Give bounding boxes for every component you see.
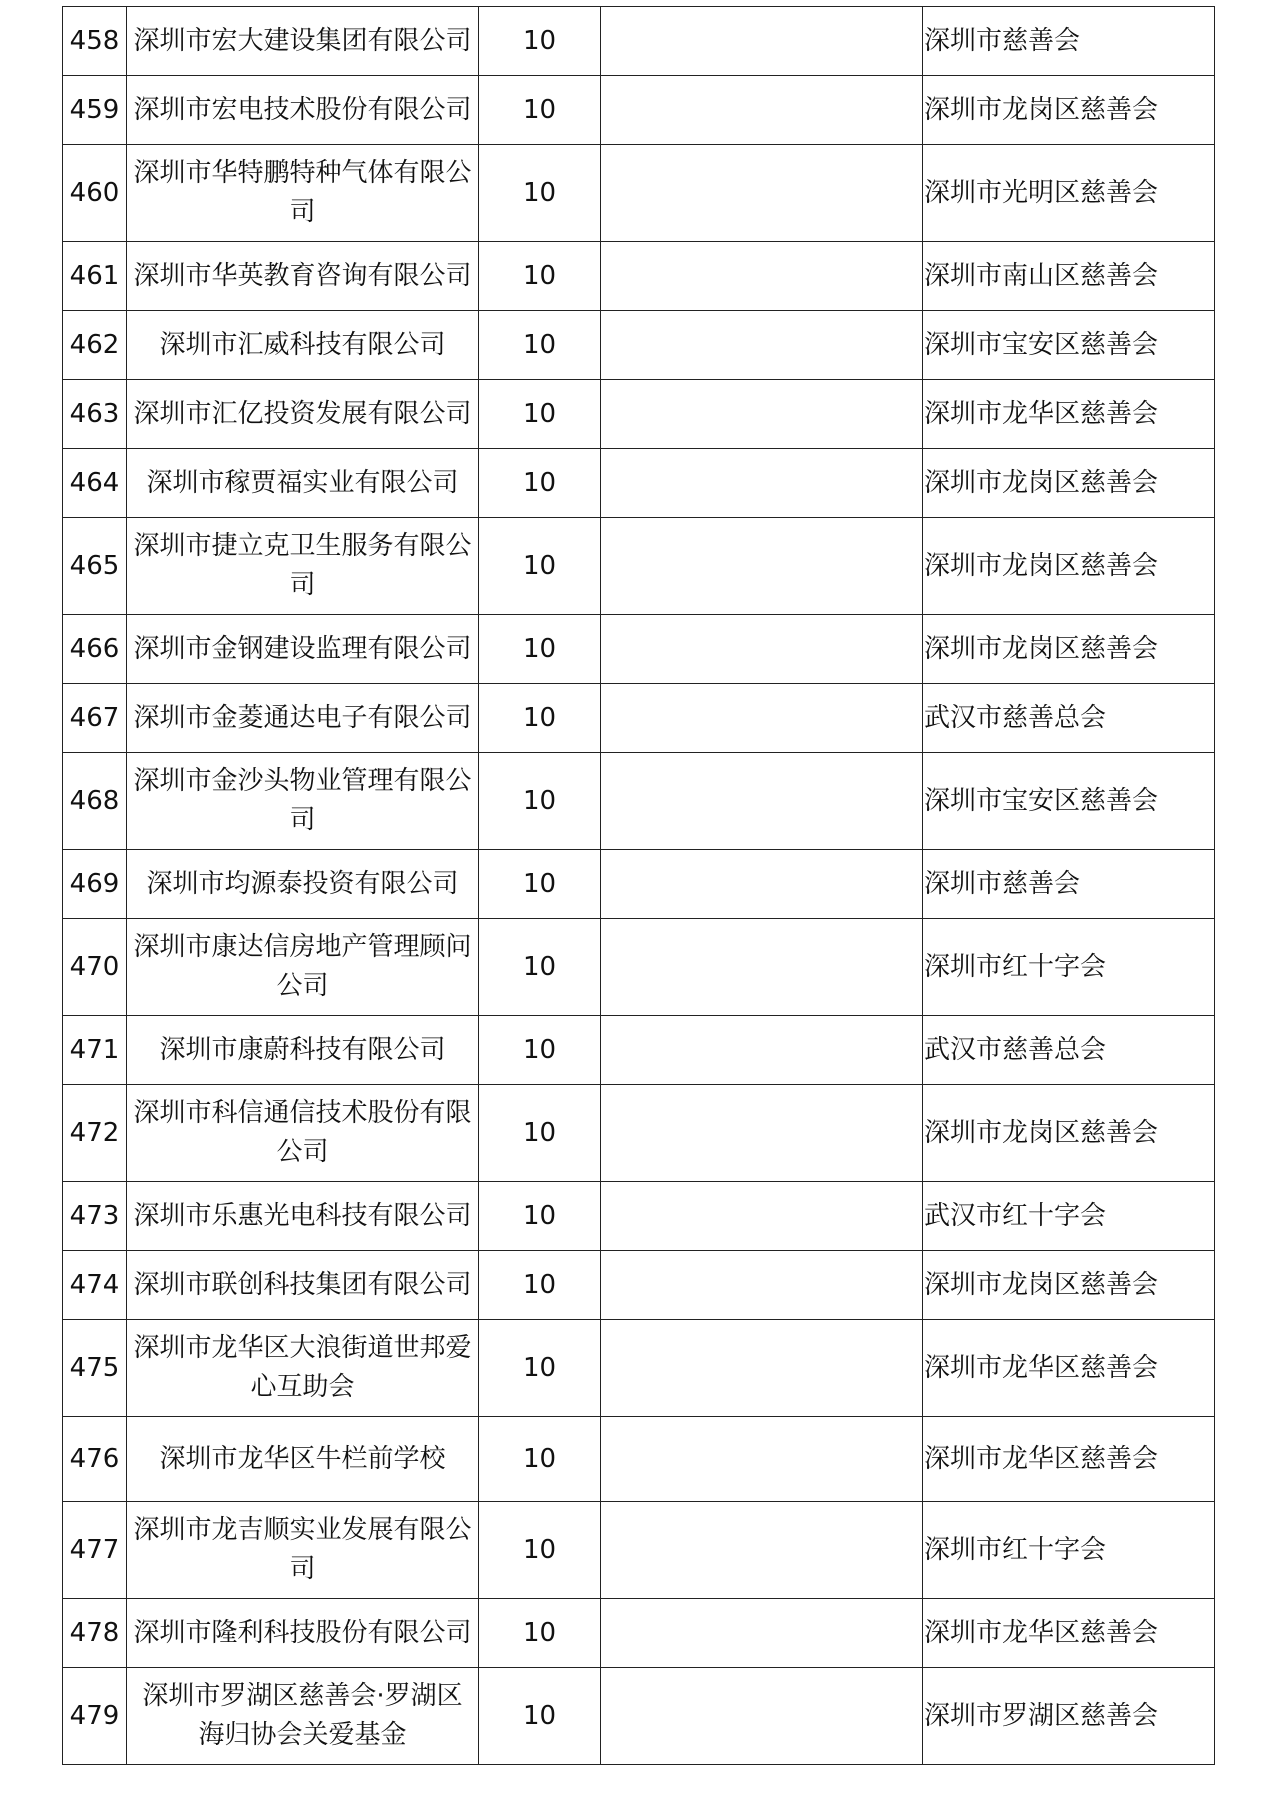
donor-name: 深圳市龙华区牛栏前学校 [127,1417,479,1502]
table-row [63,753,1215,850]
recipient-org: 深圳市宝安区慈善会 [923,753,1215,850]
table-row [63,242,1215,311]
donation-amount: 10 [479,684,601,753]
donation-amount: 10 [479,615,601,684]
row-number: 468 [63,753,127,850]
recipient-org: 深圳市龙岗区慈善会 [923,76,1215,145]
table-body [63,7,1215,1765]
note-cell [601,7,923,76]
donor-name: 深圳市宏电技术股份有限公司 [127,76,479,145]
donation-amount: 10 [479,518,601,615]
note-cell [601,145,923,242]
recipient-org: 深圳市慈善会 [923,7,1215,76]
row-number: 476 [63,1417,127,1502]
donor-name: 深圳市宏大建设集团有限公司 [127,7,479,76]
donor-name: 深圳市龙吉顺实业发展有限公司 [127,1502,479,1599]
recipient-org: 武汉市慈善总会 [923,684,1215,753]
row-number: 469 [63,850,127,919]
donor-name: 深圳市乐惠光电科技有限公司 [127,1182,479,1251]
recipient-org: 深圳市罗湖区慈善会 [923,1668,1215,1765]
row-number: 462 [63,311,127,380]
table-row [63,449,1215,518]
recipient-org: 深圳市红十字会 [923,919,1215,1016]
donor-name: 深圳市科信通信技术股份有限公司 [127,1085,479,1182]
table-row [63,850,1215,919]
row-number: 463 [63,380,127,449]
row-number: 467 [63,684,127,753]
recipient-org: 深圳市红十字会 [923,1502,1215,1599]
table-row [63,380,1215,449]
donor-name: 深圳市联创科技集团有限公司 [127,1251,479,1320]
donor-name: 深圳市华英教育咨询有限公司 [127,242,479,311]
table-row [63,1182,1215,1251]
table-row [63,615,1215,684]
donation-amount: 10 [479,1016,601,1085]
donation-amount: 10 [479,1599,601,1668]
donor-name: 深圳市稼贾福实业有限公司 [127,449,479,518]
note-cell [601,1085,923,1182]
donor-name: 深圳市罗湖区慈善会·罗湖区海归协会关爱基金 [127,1668,479,1765]
donation-amount: 10 [479,76,601,145]
note-cell [601,615,923,684]
table-row [63,311,1215,380]
note-cell [601,850,923,919]
donor-name: 深圳市龙华区大浪街道世邦爱心互助会 [127,1320,479,1417]
donation-amount: 10 [479,753,601,850]
row-number: 470 [63,919,127,1016]
donor-name: 深圳市康蔚科技有限公司 [127,1016,479,1085]
row-number: 466 [63,615,127,684]
donation-amount: 10 [479,1417,601,1502]
row-number: 475 [63,1320,127,1417]
recipient-org: 深圳市龙岗区慈善会 [923,449,1215,518]
table-row [63,1016,1215,1085]
note-cell [601,1599,923,1668]
donor-name: 深圳市隆利科技股份有限公司 [127,1599,479,1668]
note-cell [601,1320,923,1417]
note-cell [601,1182,923,1251]
row-number: 473 [63,1182,127,1251]
donation-table [62,6,1215,1765]
table-row [63,1085,1215,1182]
note-cell [601,1251,923,1320]
note-cell [601,684,923,753]
donor-name: 深圳市金菱通达电子有限公司 [127,684,479,753]
recipient-org: 深圳市龙岗区慈善会 [923,1085,1215,1182]
table-row [63,1417,1215,1502]
row-number: 461 [63,242,127,311]
note-cell [601,753,923,850]
row-number: 459 [63,76,127,145]
donor-name: 深圳市康达信房地产管理顾问公司 [127,919,479,1016]
recipient-org: 武汉市慈善总会 [923,1016,1215,1085]
note-cell [601,1016,923,1085]
note-cell [601,449,923,518]
note-cell [601,1417,923,1502]
donation-amount: 10 [479,1182,601,1251]
row-number: 460 [63,145,127,242]
table-row [63,1320,1215,1417]
donor-name: 深圳市汇威科技有限公司 [127,311,479,380]
donor-name: 深圳市汇亿投资发展有限公司 [127,380,479,449]
donation-amount: 10 [479,850,601,919]
row-number: 458 [63,7,127,76]
table-row [63,919,1215,1016]
note-cell [601,518,923,615]
row-number: 474 [63,1251,127,1320]
note-cell [601,76,923,145]
recipient-org: 深圳市龙华区慈善会 [923,380,1215,449]
row-number: 471 [63,1016,127,1085]
table-row [63,76,1215,145]
row-number: 477 [63,1502,127,1599]
donation-amount: 10 [479,1320,601,1417]
donor-name: 深圳市华特鹏特种气体有限公司 [127,145,479,242]
table-row [63,1251,1215,1320]
row-number: 472 [63,1085,127,1182]
recipient-org: 深圳市龙岗区慈善会 [923,1251,1215,1320]
note-cell [601,242,923,311]
note-cell [601,1502,923,1599]
recipient-org: 深圳市龙华区慈善会 [923,1599,1215,1668]
donation-amount: 10 [479,1502,601,1599]
donation-amount: 10 [479,242,601,311]
recipient-org: 深圳市慈善会 [923,850,1215,919]
table-row [63,7,1215,76]
note-cell [601,919,923,1016]
row-number: 465 [63,518,127,615]
table-row [63,518,1215,615]
donation-amount: 10 [479,380,601,449]
note-cell [601,1668,923,1765]
donor-name: 深圳市捷立克卫生服务有限公司 [127,518,479,615]
table-row [63,1502,1215,1599]
recipient-org: 深圳市龙岗区慈善会 [923,615,1215,684]
donor-name: 深圳市金沙头物业管理有限公司 [127,753,479,850]
row-number: 479 [63,1668,127,1765]
table-row [63,1599,1215,1668]
donation-amount: 10 [479,1251,601,1320]
donation-amount: 10 [479,1668,601,1765]
recipient-org: 深圳市龙华区慈善会 [923,1320,1215,1417]
donation-amount: 10 [479,7,601,76]
donation-amount: 10 [479,449,601,518]
table-row [63,1668,1215,1765]
donation-amount: 10 [479,1085,601,1182]
recipient-org: 深圳市光明区慈善会 [923,145,1215,242]
row-number: 478 [63,1599,127,1668]
table-row [63,684,1215,753]
donation-amount: 10 [479,919,601,1016]
row-number: 464 [63,449,127,518]
recipient-org: 深圳市龙岗区慈善会 [923,518,1215,615]
note-cell [601,380,923,449]
donation-amount: 10 [479,145,601,242]
donation-amount: 10 [479,311,601,380]
donor-name: 深圳市金钢建设监理有限公司 [127,615,479,684]
recipient-org: 深圳市龙华区慈善会 [923,1417,1215,1502]
donor-name: 深圳市均源泰投资有限公司 [127,850,479,919]
recipient-org: 深圳市宝安区慈善会 [923,311,1215,380]
recipient-org: 深圳市南山区慈善会 [923,242,1215,311]
note-cell [601,311,923,380]
table-row [63,145,1215,242]
recipient-org: 武汉市红十字会 [923,1182,1215,1251]
